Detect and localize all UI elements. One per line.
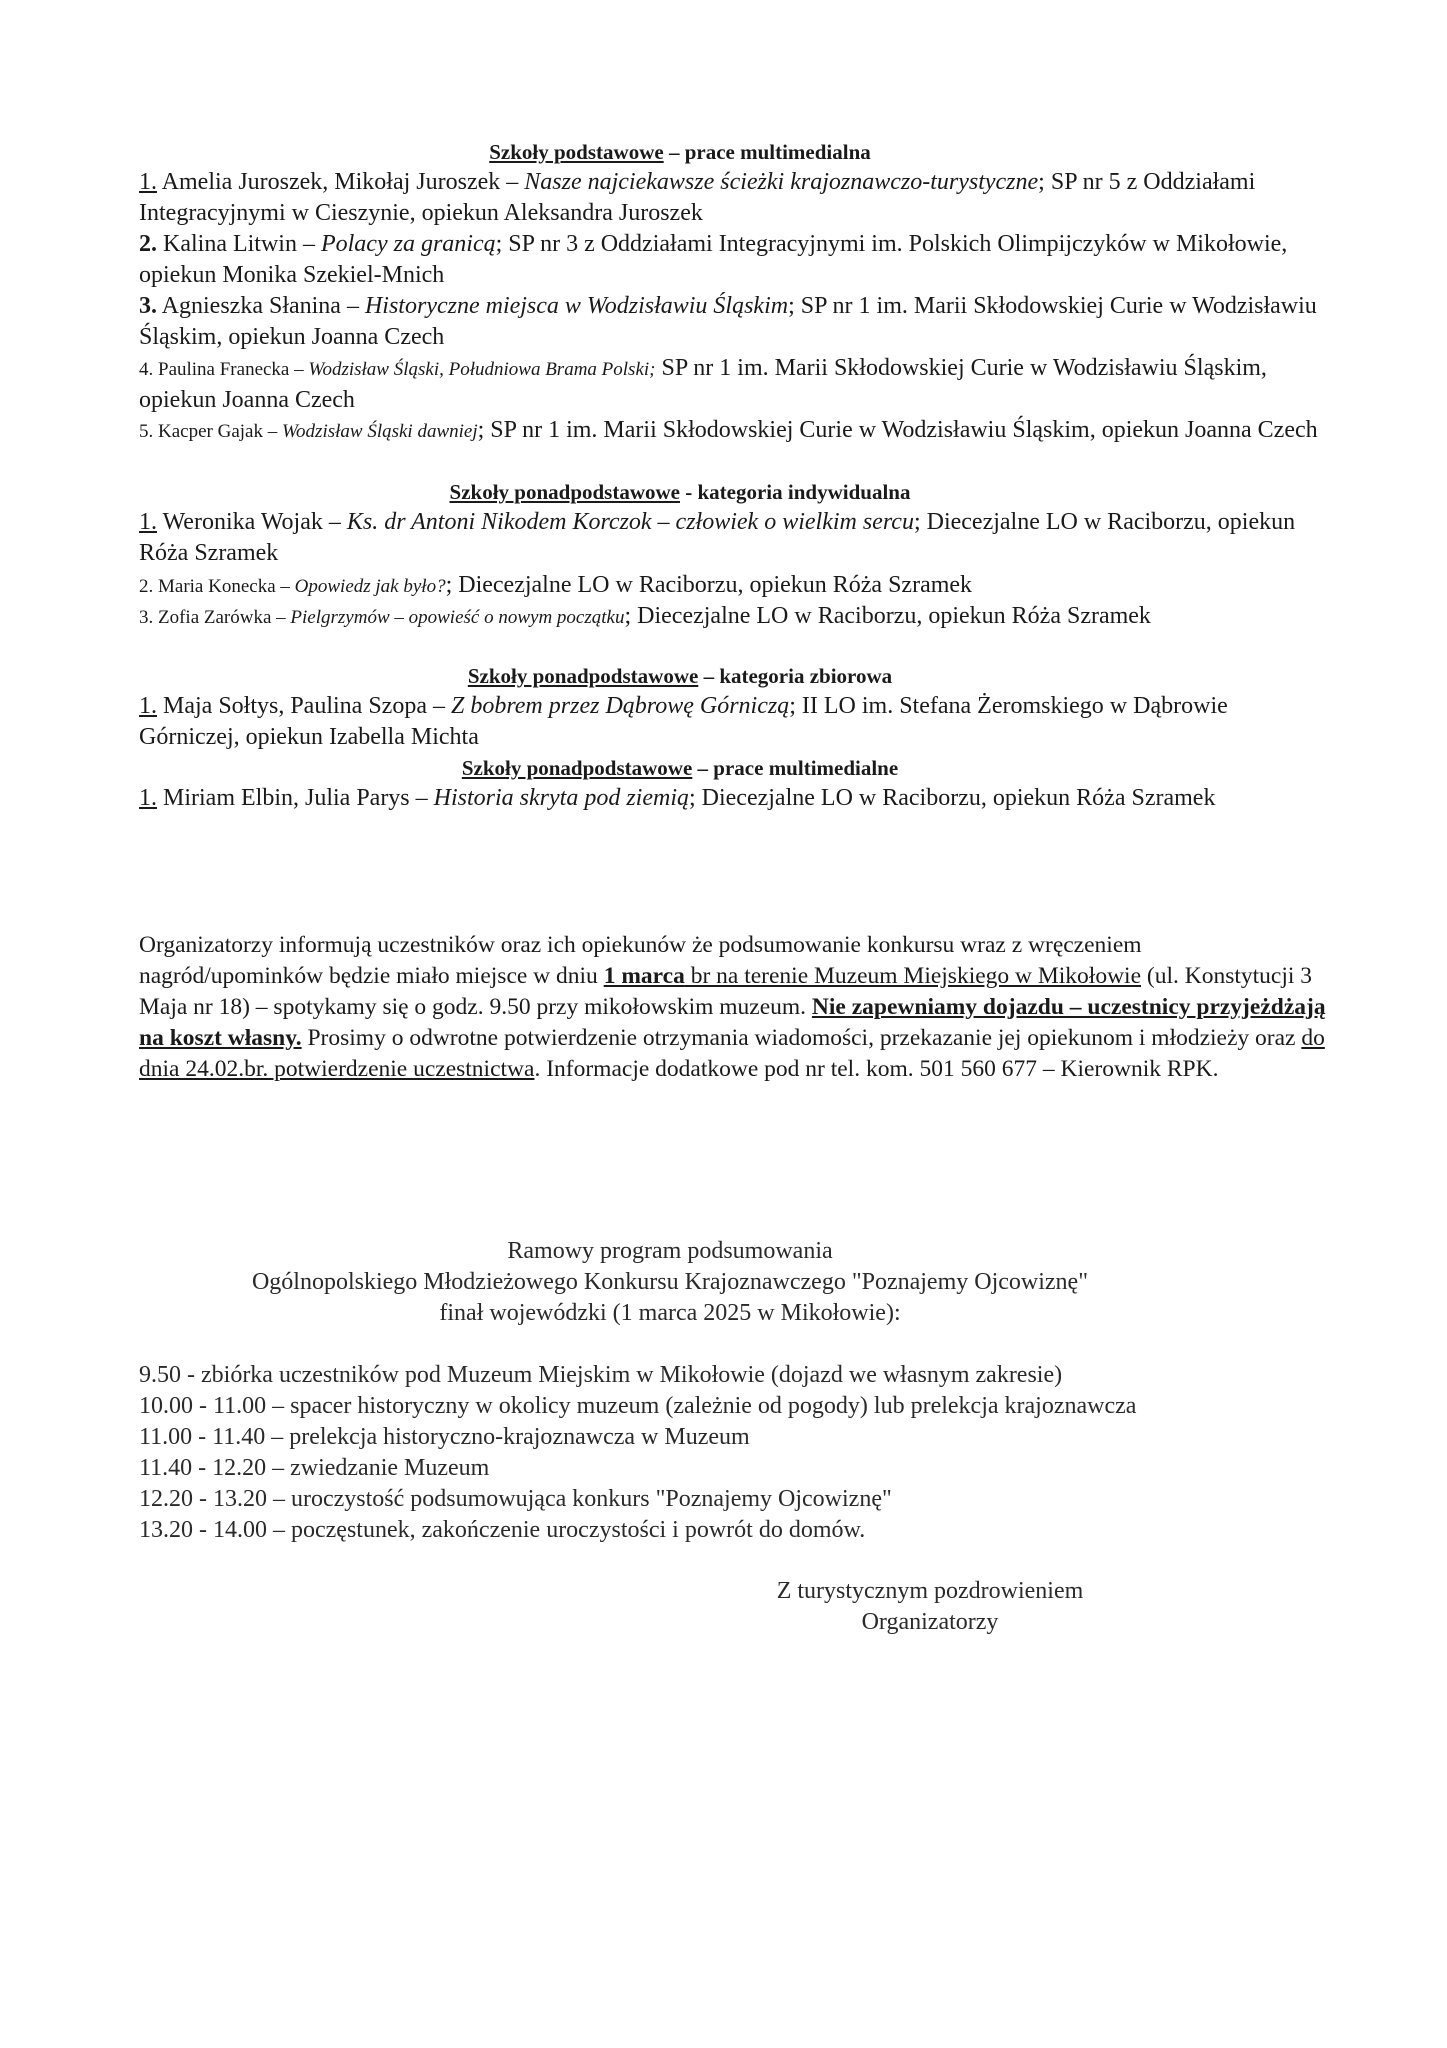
entry-number: 1. bbox=[139, 693, 157, 719]
notice-text: (ul. Konstytucji 3 Maja nr 18) – spotykamy się o godz. 9.50 przy mikołowskim muzeum. bbox=[139, 963, 1313, 1020]
entry-authors: Amelia Juroszek, Mikołaj Juroszek – bbox=[157, 169, 525, 195]
list-item bbox=[139, 691, 1329, 753]
closing-signature: Organizatorzy bbox=[861, 1609, 999, 1635]
program-item: 9.50 - zbiórka uczestników pod Muzeum Miejskim w Mikołowie (dojazd we własnym zakresie) bbox=[139, 1362, 1063, 1388]
entry-number: 5. bbox=[139, 421, 154, 442]
entry-details: ; SP nr 1 im. Marii Skłodowskiej Curie w Wodzisławiu Śląskim, opiekun Joanna Czech bbox=[139, 293, 1317, 350]
notice-paragraph bbox=[139, 930, 1329, 1085]
entry-authors: Paulina Franecka – bbox=[153, 359, 309, 380]
entry-details: ; SP nr 1 im. Marii Skłodowskiej Curie w Wodzisławiu Śląskim, opiekun Joanna Czech bbox=[477, 417, 1318, 443]
section-heading-rest: – kategoria zbiorowa bbox=[698, 664, 893, 688]
entry-title: Historia skryta pod ziemią bbox=[433, 785, 689, 811]
entry-details: ; SP nr 5 z Oddziałami Integracyjnymi w Cieszynie, opiekun Aleksandra Juroszek bbox=[139, 169, 1256, 226]
entry-title: Pielgrzymów – opowieść o nowym początku bbox=[290, 607, 625, 628]
entry-details: ; II LO im. Stefana Żeromskiego w Dąbrowie Górniczej, opiekun Izabella Michta bbox=[139, 693, 1228, 750]
program-item: 10.00 - 11.00 – spacer historyczny w okolicy muzeum (zależnie od pogody) lub prelekcja krajoznawcza bbox=[139, 1393, 1137, 1419]
entry-authors: Maria Konecka – bbox=[153, 576, 295, 597]
notice-location: br na terenie Muzeum Miejskiego w Mikołowie bbox=[684, 963, 1142, 989]
entry-number: 3. bbox=[139, 607, 154, 628]
entry-details: ; Diecezjalne LO w Raciborzu, opiekun Róża Szramek bbox=[688, 785, 1216, 811]
closing-greeting: Z turystycznym pozdrowieniem bbox=[776, 1578, 1084, 1604]
program-item: 12.20 - 13.20 – uroczystość podsumowująca konkurs "Poznajemy Ojcowiznę" bbox=[139, 1486, 892, 1512]
section-heading bbox=[0, 753, 1360, 783]
notice-text: Prosimy o odwrotne potwierdzenie otrzymania wiadomości, przekazanie jej opiekunom i młodzieży oraz bbox=[301, 1025, 1302, 1051]
section-heading bbox=[0, 661, 1360, 691]
entry-authors: Zofia Zarówka – bbox=[153, 607, 291, 628]
entry-details: ; Diecezjalne LO w Raciborzu, opiekun Róża Szramek bbox=[139, 509, 1296, 566]
entry-number: 2. bbox=[139, 231, 157, 257]
entry-details: SP nr 1 im. Marii Skłodowskiej Curie w Wodzisławiu Śląskim, opiekun Joanna Czech bbox=[139, 355, 1267, 413]
list-item bbox=[139, 229, 1329, 291]
entry-details: ; Diecezjalne LO w Raciborzu, opiekun Róża Szramek bbox=[445, 572, 973, 598]
entry-title: Z bobrem przez Dąbrowę Górniczą bbox=[450, 693, 790, 719]
entry-title: Historyczne miejsca w Wodzisławiu Śląskim bbox=[364, 293, 789, 319]
entry-number: 1. bbox=[139, 509, 157, 535]
entry-details: ; SP nr 3 z Oddziałami Integracyjnymi im. Polskich Olimpijczyków w Mikołowie, opiekun Monika Szekiel-Mnich bbox=[139, 231, 1288, 288]
program-item: 13.20 - 14.00 – poczęstunek, zakończenie uroczystości i powrót do domów. bbox=[139, 1517, 866, 1543]
entry-number: 3. bbox=[139, 293, 157, 319]
entry-details: ; Diecezjalne LO w Raciborzu, opiekun Róża Szramek bbox=[624, 603, 1151, 629]
program-item: 11.00 - 11.40 – prelekcja historyczno-krajoznawcza w Muzeum bbox=[139, 1424, 750, 1450]
list-item bbox=[139, 353, 1329, 416]
entry-number: 1. bbox=[139, 169, 157, 195]
program-list bbox=[139, 1360, 1339, 1546]
section-heading-underlined: Szkoły ponadpodstawowe bbox=[467, 664, 699, 688]
entry-authors: Miriam Elbin, Julia Parys – bbox=[157, 785, 434, 811]
section-heading bbox=[0, 137, 1360, 167]
list-item bbox=[139, 601, 1329, 633]
list-item bbox=[139, 415, 1329, 447]
section-heading-rest: – prace multimedialne bbox=[692, 756, 899, 780]
notice-date: 1 marca bbox=[603, 963, 685, 989]
entry-title: Nasze najciekawsze ścieżki krajoznawczo-turystyczne bbox=[524, 169, 1039, 195]
list-item bbox=[139, 507, 1329, 569]
entry-number: 1. bbox=[139, 785, 157, 811]
notice-text: Organizatorzy informują uczestników oraz ich opiekunów że podsumowanie konkursu wraz z wręczeniem nagród/upominków będzie miało miejsce w dniu bbox=[139, 932, 1142, 989]
section-heading-underlined: Szkoły ponadpodstawowe bbox=[461, 756, 693, 780]
section-heading-underlined: Szkoły ponadpodstawowe bbox=[449, 480, 680, 504]
list-item bbox=[139, 291, 1329, 353]
program-item: 11.40 - 12.20 – zwiedzanie Muzeum bbox=[139, 1455, 490, 1481]
entry-number: 4. bbox=[139, 359, 154, 380]
section-heading-underlined: Szkoły podstawowe bbox=[489, 140, 664, 164]
entry-authors: Kalina Litwin – bbox=[157, 231, 321, 257]
program-title: Ramowy program podsumowania bbox=[507, 1238, 833, 1264]
notice-deadline: do dnia 24.02.br. potwierdzenie uczestnictwa bbox=[139, 1025, 1325, 1082]
notice-text: . Informacje dodatkowe pod nr tel. kom. 501 560 677 – Kierownik RPK. bbox=[534, 1056, 1219, 1082]
section-heading bbox=[0, 477, 1360, 507]
list-item bbox=[139, 783, 1329, 814]
entry-authors: Maja Sołtys, Paulina Szopa – bbox=[157, 693, 451, 719]
entry-authors: Agnieszka Słanina – bbox=[157, 293, 365, 319]
entry-authors: Kacper Gajak – bbox=[153, 421, 282, 442]
entry-authors: Weronika Wojak – bbox=[157, 509, 347, 535]
entry-title: Opowiedz jak było? bbox=[294, 576, 446, 597]
entry-number: 2. bbox=[139, 576, 154, 597]
entry-title: Ks. dr Antoni Nikodem Korczok – człowiek o wielkim sercu bbox=[346, 509, 914, 535]
list-item bbox=[139, 570, 1329, 602]
list-item bbox=[139, 167, 1329, 229]
notice-warning: Nie zapewniamy dojazdu – uczestnicy przyjeżdżają na koszt własny. bbox=[139, 994, 1326, 1051]
program-title: Ogólnopolskiego Młodzieżowego Konkursu Krajoznawczego "Poznajemy Ojcowiznę" bbox=[251, 1269, 1089, 1295]
entry-title: Wodzisław Śląski dawniej bbox=[281, 421, 478, 442]
entry-title: Wodzisław Śląski, Południowa Brama Polski; bbox=[308, 359, 656, 380]
entry-title: Polacy za granicą bbox=[320, 231, 496, 257]
section-heading-rest: – prace multimedialna bbox=[663, 140, 871, 164]
program-title: finał wojewódzki (1 marca 2025 w Mikołowie): bbox=[439, 1300, 901, 1326]
section-heading-rest: - kategoria indywidualna bbox=[680, 480, 911, 504]
